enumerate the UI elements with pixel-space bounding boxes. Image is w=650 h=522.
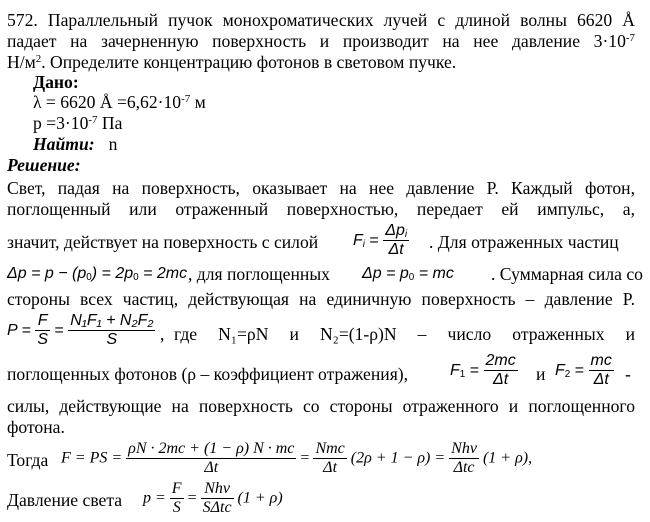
formula-pressure-den2: SΔtc — [202, 499, 232, 517]
formula-F2-num: mc — [589, 352, 614, 371]
solution-line-7-and: и — [536, 364, 546, 384]
solution-pressure-label: Давление света — [7, 490, 123, 510]
solution-line-2: поглощенный или отраженный поверхностью, передает ей импульс, а, — [7, 199, 635, 219]
solution-line-6-text: где N₁=ρN и N₂=(1-ρ)N – число отраженных и — [174, 324, 635, 344]
problem-line-2 — [7, 33, 635, 51]
formula-P-frac1 — [35, 312, 50, 350]
problem-line-3-exp: 2 — [35, 53, 42, 65]
problem-line-2-exp: -7 — [625, 32, 635, 44]
formula-F1-frac — [484, 352, 518, 390]
formula-reflected-c: = 2mc — [138, 265, 188, 282]
given-pressure — [33, 115, 122, 133]
problem-line-2-text: падает на зачерненную поверхность и производит на нее давление 3·10 — [7, 31, 626, 51]
given-pressure-unit: Па — [97, 113, 123, 133]
solution-line-4-mid: , для поглощенных — [188, 264, 330, 284]
given-lambda-unit: м — [190, 92, 206, 112]
solution-line-6-comma: , — [160, 324, 165, 344]
formula-pressure-lhs: p = — [143, 489, 166, 507]
solution-line-3-tail: . Для отраженных частиц — [429, 232, 619, 252]
find-heading: Найти: — [33, 134, 95, 154]
formula-force-lhs: F — [353, 232, 363, 250]
formula-absorbed: $\Delta p = p_0$ = mc — [362, 265, 454, 283]
formula-force-frac — [383, 222, 409, 260]
formula-then-den1: Δt — [204, 459, 219, 477]
solution-line-7-dash: - — [625, 364, 631, 384]
formula-pressure-num1: F — [170, 480, 184, 499]
formula-then-lhs: F = PS = — [61, 449, 123, 467]
formula-then-end: (1 + ρ), — [482, 449, 533, 467]
solution-heading: Решение: — [7, 155, 81, 175]
formula-pressure-frac2 — [201, 480, 234, 518]
formula-then-frac2 — [313, 440, 346, 478]
formula-reflected-a: Δp = p − (p — [7, 265, 87, 282]
formula-F1-lhs: F — [450, 362, 460, 380]
formula-F1-den: Δt — [493, 371, 509, 389]
formula-pressure-frac1 — [170, 480, 184, 518]
formula-then: F = PS = $\frac{\rho N \cdot 2mc + (1 - \rho) N \cdot mc}{\Delta t}$ = $\frac{\text{Nmc}}{\Delta t}$ (2ρ + 1 − ρ) = $\frac{\text{Nhν}}{\text{Δtc}}$ (1 + ρ), — [61, 440, 533, 477]
problem-line-3-text: . Определите концентрацию фотонов в световом пучке. — [41, 52, 457, 72]
given-lambda-exp: -7 — [181, 93, 191, 105]
formula-then-num2: Nmc — [313, 440, 346, 459]
solution-line-4-tail: . Суммарная сила со — [491, 264, 643, 284]
formula-pressure-end: (1 + ρ) — [237, 489, 283, 507]
formula-F1: $F_1$ = $\frac{2mc}{\Delta t}$ — [450, 352, 516, 389]
formula-then-num3: Nhν — [449, 440, 479, 459]
formula-pressure-den1: S — [172, 499, 181, 517]
formula-F2: $F_2$ = $\frac{mc}{\Delta t}$ — [555, 352, 612, 389]
formula-P: P = $\frac{F}{S}$ = $\frac{\text{N₁F₁ + N₂F₂}}{S}$ — [7, 312, 154, 349]
find-value: n — [108, 134, 118, 154]
formula-then-den3: Δtc — [453, 459, 475, 477]
solution-line-7-text: поглощенных фотонов (ρ – коэффициент отражения), — [7, 364, 409, 384]
formula-then-den2: Δt — [323, 459, 338, 477]
formula-reflected: $\Delta p = p - (p_0) = 2p_0 = 2mc$ — [7, 265, 188, 283]
given-pressure-value: p =3·10 — [33, 113, 89, 133]
solution-then-label: Тогда — [7, 450, 49, 470]
formula-pressure-num2: Nhν — [201, 480, 234, 499]
formula-P-frac2 — [68, 312, 155, 350]
formula-absorbed-a: Δp = p — [362, 265, 409, 282]
solution-line-5: стороны всех частиц, действующая на единичную поверхность – давление P. — [7, 289, 635, 309]
given-lambda-value: λ = 6620 Å =6,62·10 — [33, 92, 182, 112]
formula-force-den: Δt — [388, 241, 404, 259]
formula-F1-num: 2mc — [484, 352, 518, 371]
formula-P-frac1-den: S — [37, 331, 48, 349]
formula-then-frac1 — [126, 440, 296, 478]
solution-line-8: силы, действующие на поверхность со стороны отраженного и поглощенного — [7, 396, 635, 416]
formula-then-frac3 — [449, 440, 479, 478]
solution-line-1: Свет, падая на поверхность, оказывает на нее давление P. Каждый фотон, — [7, 178, 635, 198]
problem-line-3 — [7, 54, 456, 72]
problem-line-3-unit: Н/м — [7, 52, 36, 72]
formula-reflected-b: ) = 2p — [91, 265, 134, 282]
formula-P-lhs: P = — [7, 322, 31, 340]
given-heading: Дано: — [33, 72, 79, 92]
formula-then-num1: ρN · 2mc + (1 − ρ) N · mc — [126, 440, 296, 459]
solution-line-3-text: значит, действует на поверхность с силой — [7, 232, 319, 252]
formula-F2-frac — [589, 352, 614, 390]
formula-P-frac2-den: S — [106, 331, 118, 349]
formula-force-num: Δp — [385, 222, 405, 239]
formula-absorbed-b: = mc — [414, 265, 454, 282]
formula-then-mid: (2ρ + 1 − ρ) = — [350, 449, 446, 467]
given-pressure-exp: -7 — [88, 114, 98, 126]
formula-force-sub: i — [362, 239, 365, 251]
given-lambda — [33, 94, 206, 112]
formula-F2-lhs: F — [555, 362, 565, 380]
formula-P-frac1-num: F — [35, 312, 50, 331]
find-line — [33, 136, 117, 154]
solution-line-9: фотона. — [7, 417, 65, 437]
problem-line-1: 572. Параллельный пучок монохроматических лучей с длиной волны 6620 Å — [7, 10, 635, 30]
formula-pressure: p = $\frac{F}{S}$ = $\frac{\text{Nhν}}{\text{SΔtc}}$ (1 + ρ) — [143, 480, 283, 517]
formula-force-num-sub: i — [404, 228, 408, 240]
formula-force: $F_i$ = $\frac{\Delta p_i}{\Delta t}$ — [353, 222, 408, 259]
formula-F2-den: Δt — [593, 371, 609, 389]
formula-P-frac2-num: N₁F₁ + N₂F₂ — [68, 312, 155, 331]
